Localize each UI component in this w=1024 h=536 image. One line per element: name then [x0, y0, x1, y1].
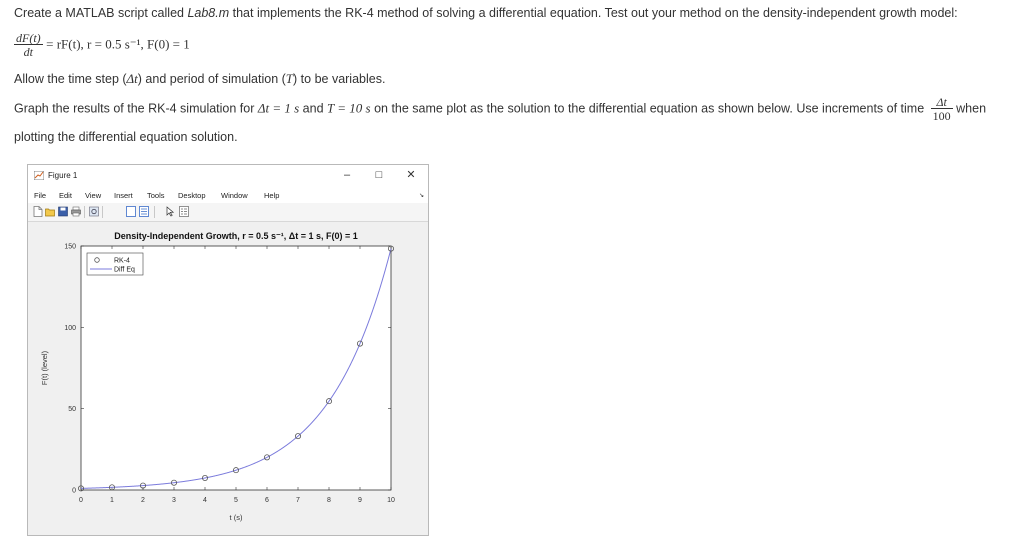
- menu-tools[interactable]: Tools: [147, 191, 165, 200]
- toolbar-separator: [84, 206, 85, 218]
- close-button[interactable]: ✕: [406, 169, 416, 181]
- y-axis-label: F(t) (level): [40, 350, 49, 386]
- x-tick-label: 10: [387, 497, 395, 504]
- menu-edit[interactable]: Edit: [59, 191, 72, 200]
- x-tick-label: 3: [172, 497, 176, 504]
- text: Allow the time step (: [14, 72, 127, 86]
- t-symbol: T: [285, 71, 294, 86]
- equation-rhs: = rF(t), r = 0.5 s⁻¹, F(0) = 1: [46, 36, 190, 52]
- y-tick-label: 150: [64, 243, 76, 251]
- open-file-icon[interactable]: [45, 206, 55, 217]
- y-tick-label: 50: [68, 406, 76, 414]
- intro-text-cont: that implements the RK-4 method of solving a differential equation. Test out your method on the density-independent growth model:: [229, 6, 958, 20]
- figure-canvas[interactable]: [28, 222, 428, 535]
- legend-label-rk4: RK-4: [114, 257, 130, 265]
- x-tick-label: 0: [79, 497, 83, 504]
- growth-equation: [14, 32, 190, 58]
- figure-toolbar: [28, 203, 428, 222]
- text: on the same plot as the solution to the differential equation as shown below. Use increments of time: [370, 101, 925, 116]
- print-icon[interactable]: [71, 206, 81, 217]
- y-tick-label: 100: [64, 324, 76, 332]
- derivative-numerator: dF(t): [16, 31, 41, 45]
- dt-value: Δt = 1 s: [257, 100, 300, 116]
- when-text: when: [956, 101, 987, 116]
- x-tick-label: 1: [110, 497, 114, 504]
- show-plot-tools-icon[interactable]: [139, 206, 149, 217]
- menu-file[interactable]: File: [34, 191, 47, 200]
- insert-legend-icon[interactable]: [179, 206, 189, 217]
- plot-area: [81, 246, 391, 490]
- rk4-growth-chart[interactable]: [28, 222, 428, 535]
- text: ) and period of simulation (: [137, 72, 286, 86]
- edit-plot-icon[interactable]: [165, 206, 175, 217]
- problem-intro: [14, 6, 958, 20]
- print-preview-icon[interactable]: [89, 206, 99, 217]
- menu-insert[interactable]: Insert: [114, 191, 133, 200]
- menu-view[interactable]: View: [85, 191, 102, 200]
- x-tick-label: 8: [327, 497, 331, 504]
- x-tick-label: 9: [358, 497, 362, 504]
- fraction-numerator: Δt: [936, 95, 947, 109]
- time-increment-fraction: [931, 96, 953, 122]
- text: and: [299, 101, 328, 116]
- legend-label-diff-eq: Diff Eq: [114, 266, 135, 274]
- dt-symbol: Δt: [126, 71, 138, 86]
- variables-instruction: [14, 71, 385, 87]
- new-figure-icon[interactable]: [33, 206, 43, 217]
- menu-window[interactable]: Window: [221, 191, 248, 200]
- graph-instruction: [14, 96, 986, 122]
- menu-undock-arrow[interactable]: ↘: [419, 193, 425, 199]
- figure-window-title: Figure 1: [48, 171, 78, 180]
- x-tick-label: 2: [141, 497, 145, 504]
- graph-instruction-cont: plotting the differential equation solution.: [14, 130, 238, 144]
- menu-help[interactable]: Help: [264, 191, 280, 200]
- figure-titlebar[interactable]: [28, 165, 428, 187]
- toolbar-separator: [154, 206, 155, 218]
- matlab-figure-icon: [34, 171, 44, 180]
- x-tick-label: 5: [234, 497, 238, 504]
- text: Graph the results of the RK-4 simulation for: [14, 101, 258, 116]
- derivative-fraction: [14, 32, 43, 58]
- script-filename: Lab8.m: [187, 6, 230, 20]
- minimize-button[interactable]: –: [343, 169, 351, 181]
- hide-plot-tools-icon[interactable]: [126, 206, 136, 217]
- x-tick-label: 7: [296, 497, 300, 504]
- toolbar-separator: [102, 206, 103, 218]
- chart-title: Density-Independent Growth, r = 0.5 s⁻¹, Δt = 1 s, F(0) = 1: [114, 231, 358, 241]
- intro-text: Create a MATLAB script called: [14, 6, 188, 20]
- figure-menubar: [28, 187, 428, 203]
- t-value: T = 10 s: [327, 100, 371, 116]
- y-tick-label: 0: [72, 487, 76, 495]
- x-tick-label: 6: [265, 497, 269, 504]
- menu-desktop[interactable]: Desktop: [178, 191, 206, 200]
- x-tick-label: 4: [203, 497, 207, 504]
- figure-window[interactable]: [27, 164, 429, 536]
- text: ) to be variables.: [293, 72, 386, 86]
- chart-legend: [87, 253, 143, 275]
- save-icon[interactable]: [58, 206, 68, 217]
- fraction-denominator: 100: [932, 109, 951, 123]
- derivative-denominator: dt: [14, 44, 43, 58]
- x-axis-label: t (s): [229, 513, 243, 522]
- maximize-button[interactable]: □: [375, 169, 383, 181]
